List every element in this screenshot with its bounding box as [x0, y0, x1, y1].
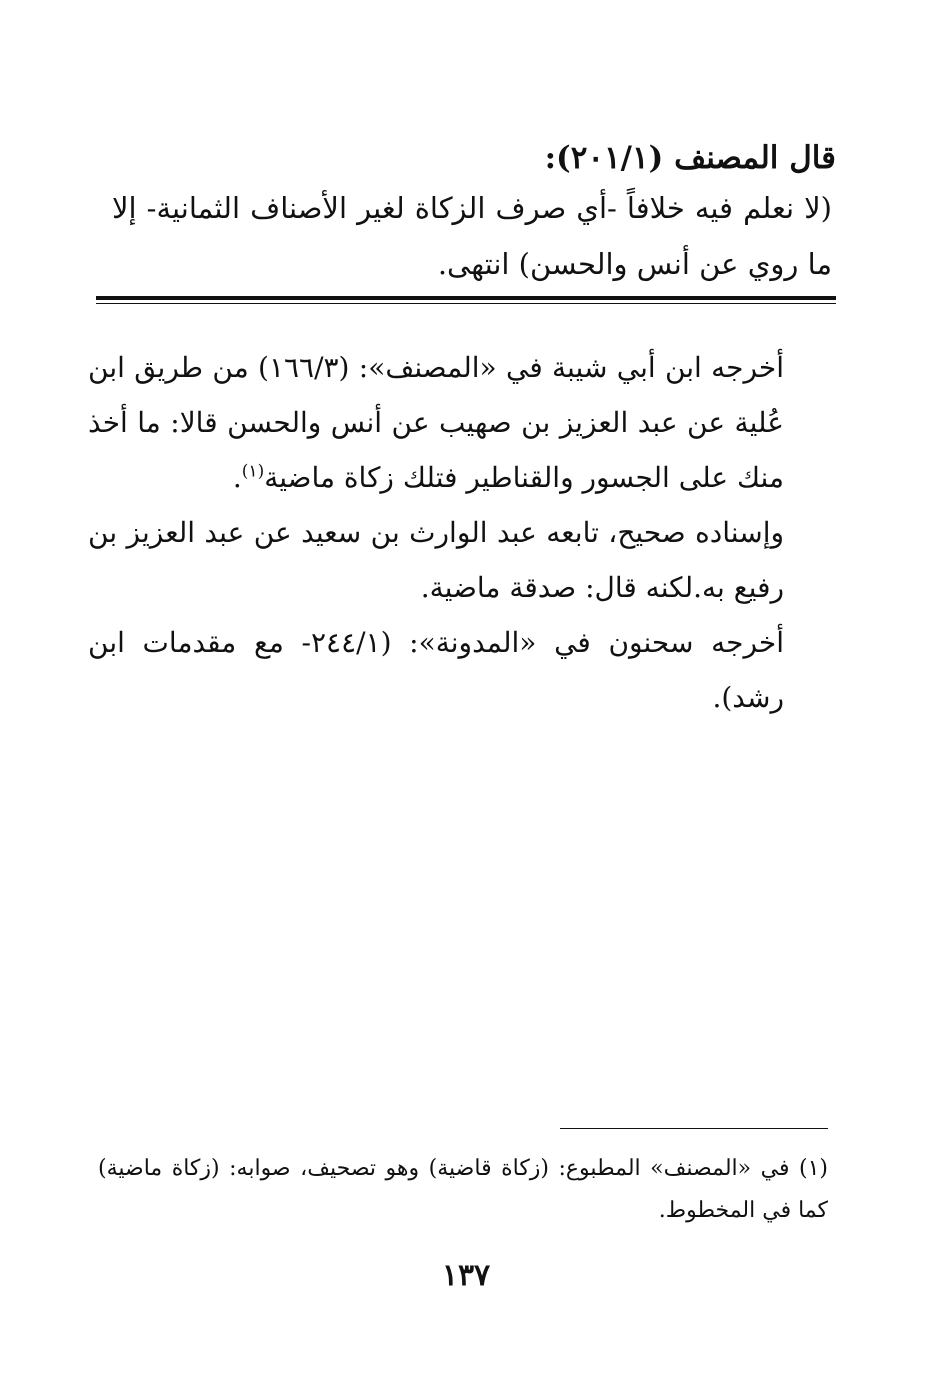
- paragraph-1: [88, 340, 784, 505]
- paragraph-1-text: أخرجه ابن أبي شيبة في «المصنف»: (١٦٦/٣) من طريق ابن عُلية عن عبد العزيز بن صهيب عن أنس والحسن قالا: ما أخذ منك على الجسور والقناطير فتلك زكاة ماضية: [88, 351, 785, 494]
- section-heading: قال المصنف (٢٠١/١):: [544, 140, 836, 176]
- paragraph-2: وإسناده صحيح، تابعه عبد الوارث بن سعيد عن عبد العزيز بن رفيع به.لكنه قال: صدقة ماضية.: [88, 516, 784, 604]
- footnote-marker: (١): [241, 461, 265, 482]
- page-number: ١٣٧: [441, 1258, 491, 1293]
- section-divider-thin: [96, 303, 836, 304]
- quoted-text: (لا نعلم فيه خلافاً -أي صرف الزكاة لغير الأصناف الثمانية- إلا ما روي عن أنس والحسن) انتهى.: [112, 191, 832, 281]
- section-divider: [96, 296, 836, 300]
- footnote: (١) في «المصنف» المطبوع: (زكاة قاضية) وهو تصحيف، صوابه: (زكاة ماضية) كما في المخطوط.: [98, 1156, 828, 1223]
- paragraph-3: أخرجه سحنون في «المدونة»: (٢٤٤/١- مع مقدمات ابن رشد).: [88, 626, 784, 714]
- commentary-body: [88, 340, 784, 725]
- footnote-separator: [560, 1128, 828, 1129]
- paragraph-1-end: .: [232, 461, 242, 494]
